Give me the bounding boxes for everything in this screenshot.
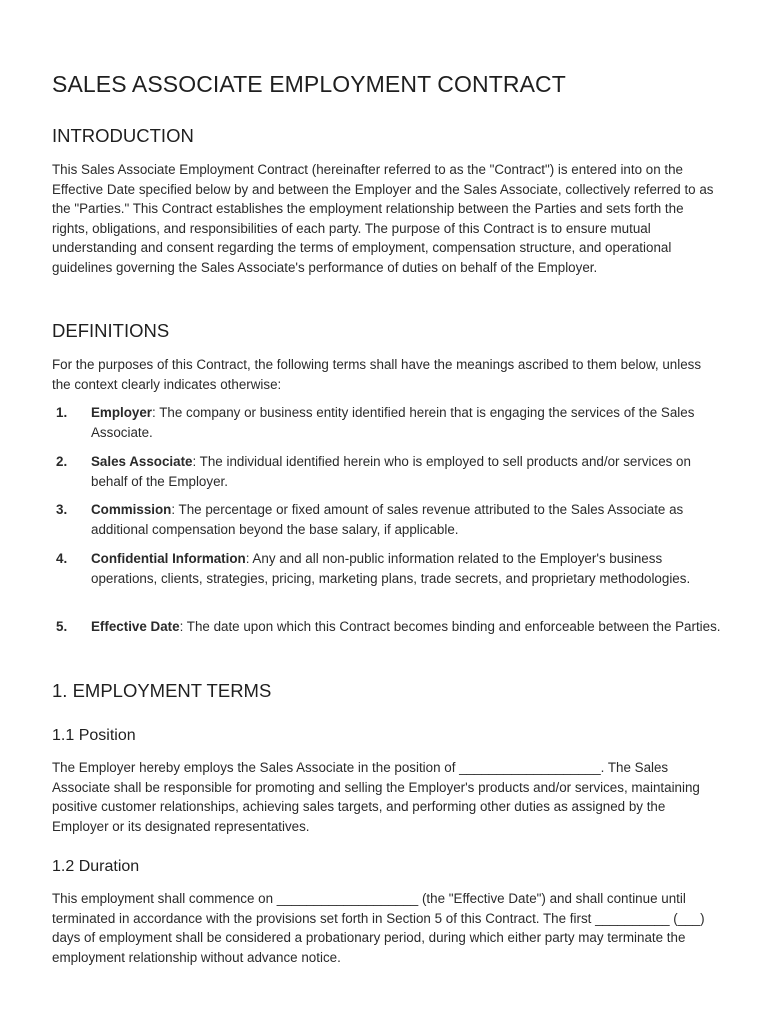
definition-text: : The individual identified herein who is employed to sell products and/or services on behalf of the Employer. [91,454,691,489]
document-title: SALES ASSOCIATE EMPLOYMENT CONTRACT [52,71,566,97]
definition-term: Confidential Information [91,551,246,566]
definition-number: 2. [56,454,68,469]
definition-text: : The percentage or fixed amount of sales revenue attributed to the Sales Associate as additional compensation beyond the base salary, if applicable. [91,502,684,537]
definition-item [52,452,722,491]
position-heading: 1.1 Position [52,727,136,744]
definition-item [52,500,722,539]
definition-term: Employer [91,405,153,420]
employment-terms-heading: 1. EMPLOYMENT TERMS [52,680,272,701]
definitions-heading: DEFINITIONS [52,320,170,341]
definition-term: Effective Date [91,619,180,634]
duration-body: This employment shall commence on ___________________ (the "Effective Date") and shall continue until terminated in accordance with the provisions set forth in Section 5 of this Contract. The first __________ (___) days of employment shall be considered a probationary period, during which either party may terminate the employment relationship without advance notice. [52,891,705,965]
definition-text: : Any and all non-public information related to the Employer's business operations, clients, strategies, pricing, marketing plans, trade secrets, and proprietary methodologies. [91,551,691,586]
definition-term: Sales Associate [91,454,193,469]
duration-heading: 1.2 Duration [52,858,140,875]
introduction-body: This Sales Associate Employment Contract (hereinafter referred to as the "Contract") is entered into on the Effective Date specified below by and between the Employer and the Sales Associate, collectively referred to as the "Parties." This Contract establishes the employment relationship between the Parties and sets forth the rights, obligations, and responsibilities of each party. The purpose of this Contract is to ensure mutual understanding and consent regarding the terms of employment, compensation structure, and operational guidelines governing the Sales Associate's performance of duties on behalf of the Employer. [52,162,714,275]
position-body: The Employer hereby employs the Sales Associate in the position of ___________________. The Sales Associate shall be responsible for promoting and selling the Employer's products and/or services, maintaining positive customer relationships, achieving sales targets, and performing other duties as assigned by the Employer or its designated representatives. [52,760,700,834]
definition-text: : The date upon which this Contract becomes binding and enforceable between the Parties. [179,619,721,634]
definitions-intro: For the purposes of this Contract, the following terms shall have the meanings ascribed to them below, unless the context clearly indicates otherwise: [52,357,702,392]
definition-number: 1. [56,405,68,420]
definition-item [52,549,722,588]
definition-text: : The company or business entity identified herein that is engaging the services of the Sales Associate. [91,405,695,440]
introduction-heading: INTRODUCTION [52,125,194,146]
definition-item [52,403,722,442]
definition-term: Commission [91,502,172,517]
definition-number: 3. [56,502,68,517]
definition-number: 4. [56,551,68,566]
definition-number: 5. [56,619,68,634]
definition-item [52,617,722,637]
